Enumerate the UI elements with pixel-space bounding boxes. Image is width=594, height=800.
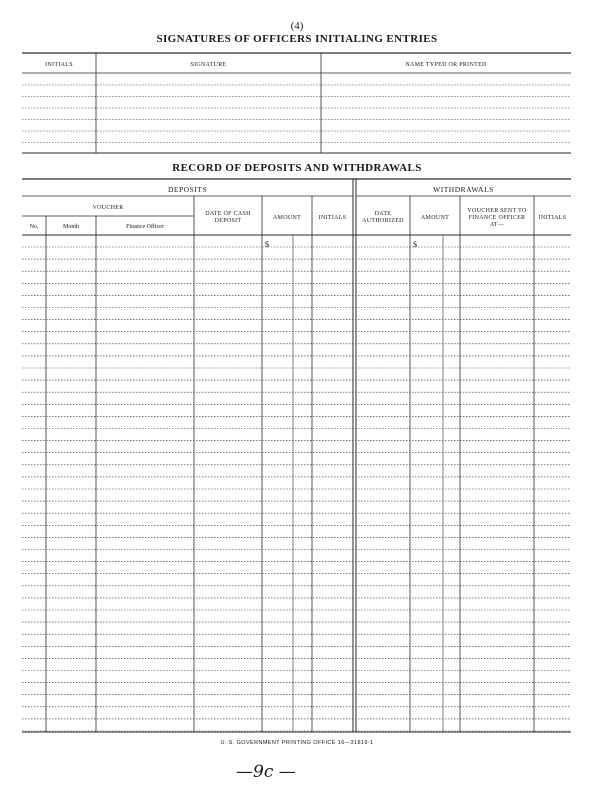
header-name-typed-or-printed: NAME TYPED OR PRINTED <box>405 62 487 68</box>
voucher-header: VOUCHER <box>92 205 124 211</box>
header-voucher-sent-line2: FINANCE OFFICER <box>468 215 526 221</box>
deposits-header: DEPOSITS <box>167 185 207 194</box>
withdrawals-header: WITHDRAWALS <box>433 185 494 194</box>
header-date-authorized-line2: AUTHORIZED <box>362 218 404 224</box>
signatures-title: SIGNATURES OF OFFICERS INITIALING ENTRIES <box>156 33 438 45</box>
header-month: Month <box>62 224 79 230</box>
header-deposit-initials: INITIALS <box>318 215 347 221</box>
printing-office-footer: U. S. GOVERNMENT PRINTING OFFICE 16—31819-1 <box>220 740 374 746</box>
header-deposit-amount: AMOUNT <box>272 215 302 221</box>
header-voucher-sent-line3: AT— <box>489 222 505 228</box>
header-no: No. <box>29 224 39 230</box>
page-number: (4) <box>290 20 304 32</box>
header-initials: INITIALS <box>45 62 73 68</box>
handwritten-note: —9c — <box>236 762 296 782</box>
header-voucher-sent-line1: VOUCHER SENT TO <box>467 208 527 214</box>
header-signature: SIGNATURE <box>190 62 227 68</box>
header-date-of-cash-deposit-line2: DEPOSIT <box>214 218 242 224</box>
header-withdrawal-amount: AMOUNT <box>420 215 450 221</box>
header-date-of-cash-deposit-line1: DATE OF CASH <box>205 211 251 217</box>
header-finance-officer: Finance Officer <box>126 224 164 230</box>
header-date-authorized-line1: DATE <box>374 211 392 217</box>
withdrawal-dollar-sign: $ <box>413 240 417 249</box>
record-title: RECORD OF DEPOSITS AND WITHDRAWALS <box>172 162 422 174</box>
header-withdrawal-initials: INITIALS <box>538 215 567 221</box>
deposit-dollar-sign: $ <box>265 240 269 249</box>
